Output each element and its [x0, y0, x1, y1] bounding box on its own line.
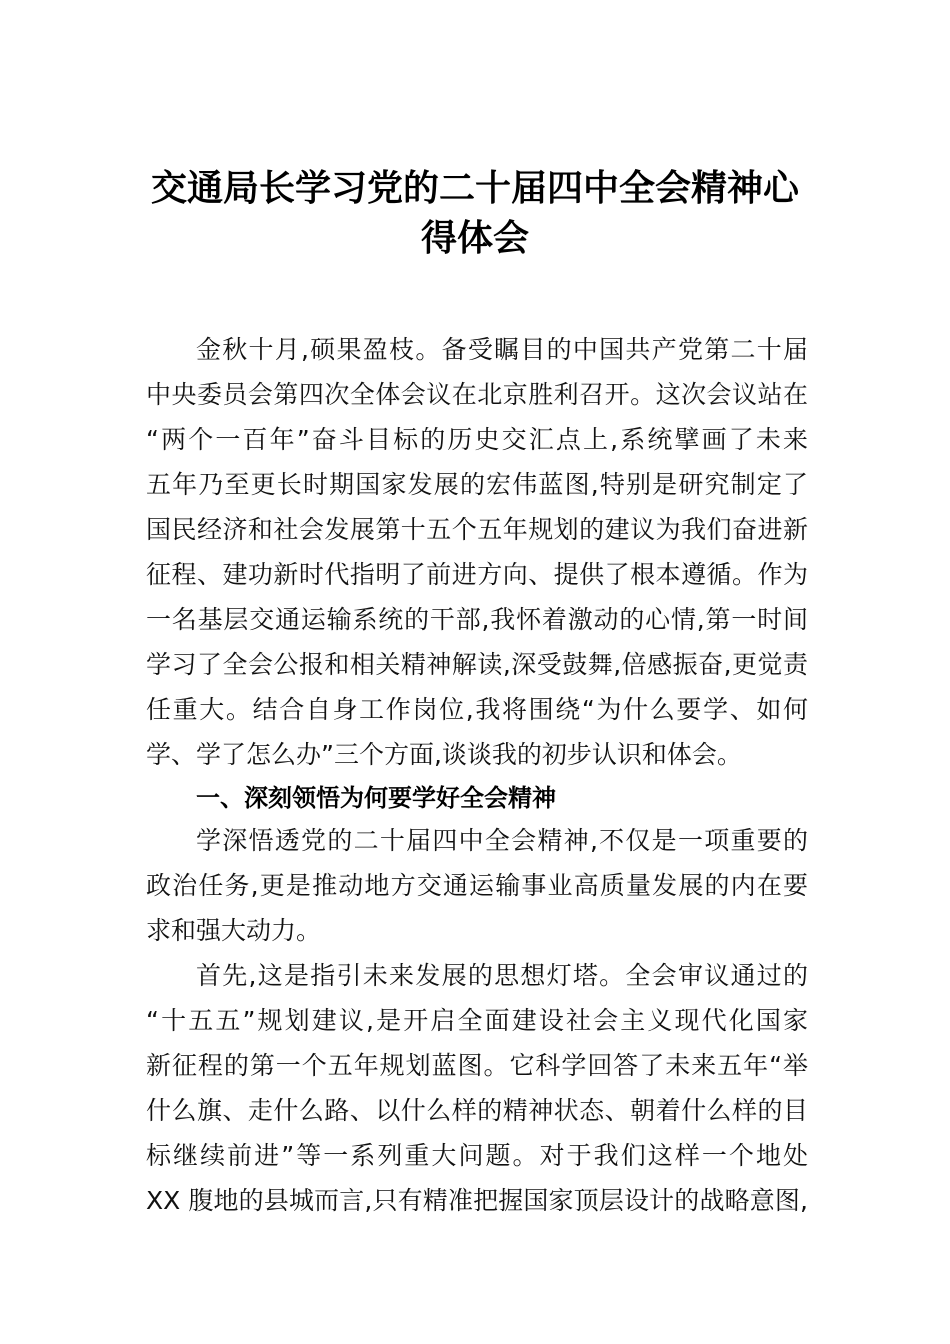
paragraph-2-line-1: 学深悟透党的二十届四中全会精神,不仅是一项重要的 — [196, 826, 808, 855]
paragraph-1-line-3: “两个一百年”奋斗目标的历史交汇点上,系统擘画了未来 — [146, 425, 808, 454]
document-title-line-1: 交通局长学习党的二十届四中全会精神心 — [150, 167, 799, 209]
paragraph-2-line-2: 政治任务,更是推动地方交通运输事业高质量发展的内在要 — [146, 871, 808, 900]
paragraph-1-line-4: 五年乃至更长时期国家发展的宏伟蓝图,特别是研究制定了 — [146, 470, 808, 499]
paragraph-3-line-6: XX 腹地的县城而言,只有精准把握国家顶层设计的战略意图, — [146, 1186, 808, 1215]
paragraph-1-line-7: 一名基层交通运输系统的干部,我怀着激动的心情,第一时间 — [146, 605, 808, 634]
paragraph-1-line-5: 国民经济和社会发展第十五个五年规划的建议为我们奋进新 — [146, 515, 808, 544]
paragraph-1-line-10: 学、学了怎么办”三个方面,谈谈我的初步认识和体会。 — [146, 740, 742, 769]
paragraph-3-line-4: 什么旗、走什么路、以什么样的精神状态、朝着什么样的目 — [146, 1096, 808, 1125]
document-title-line-2: 得体会 — [420, 217, 529, 259]
paragraph-1-line-2: 中央委员会第四次全体会议在北京胜利召开。这次会议站在 — [146, 380, 808, 409]
paragraph-3-line-3: 新征程的第一个五年规划蓝图。它科学回答了未来五年“举 — [146, 1051, 808, 1080]
paragraph-3-line-2: “十五五”规划建议,是开启全面建设社会主义现代化国家 — [146, 1006, 808, 1035]
paragraph-3-line-1: 首先,这是指引未来发展的思想灯塔。全会审议通过的 — [196, 961, 808, 990]
section-heading-1: 一、深刻领悟为何要学好全会精神 — [196, 784, 556, 812]
paragraph-1-line-1: 金秋十月,硕果盈枝。备受瞩目的中国共产党第二十届 — [196, 335, 808, 364]
paragraph-2-line-3: 求和强大动力。 — [146, 916, 322, 945]
paragraph-1-line-8: 学习了全会公报和相关精神解读,深受鼓舞,倍感振奋,更觉责 — [146, 650, 808, 679]
paragraph-3-line-5: 标继续前进”等一系列重大问题。对于我们这样一个地处 — [146, 1141, 808, 1170]
paragraph-1-line-6: 征程、建功新时代指明了前进方向、提供了根本遵循。作为 — [146, 560, 808, 589]
paragraph-1-line-9: 任重大。结合自身工作岗位,我将围绕“为什么要学、如何 — [146, 695, 808, 724]
